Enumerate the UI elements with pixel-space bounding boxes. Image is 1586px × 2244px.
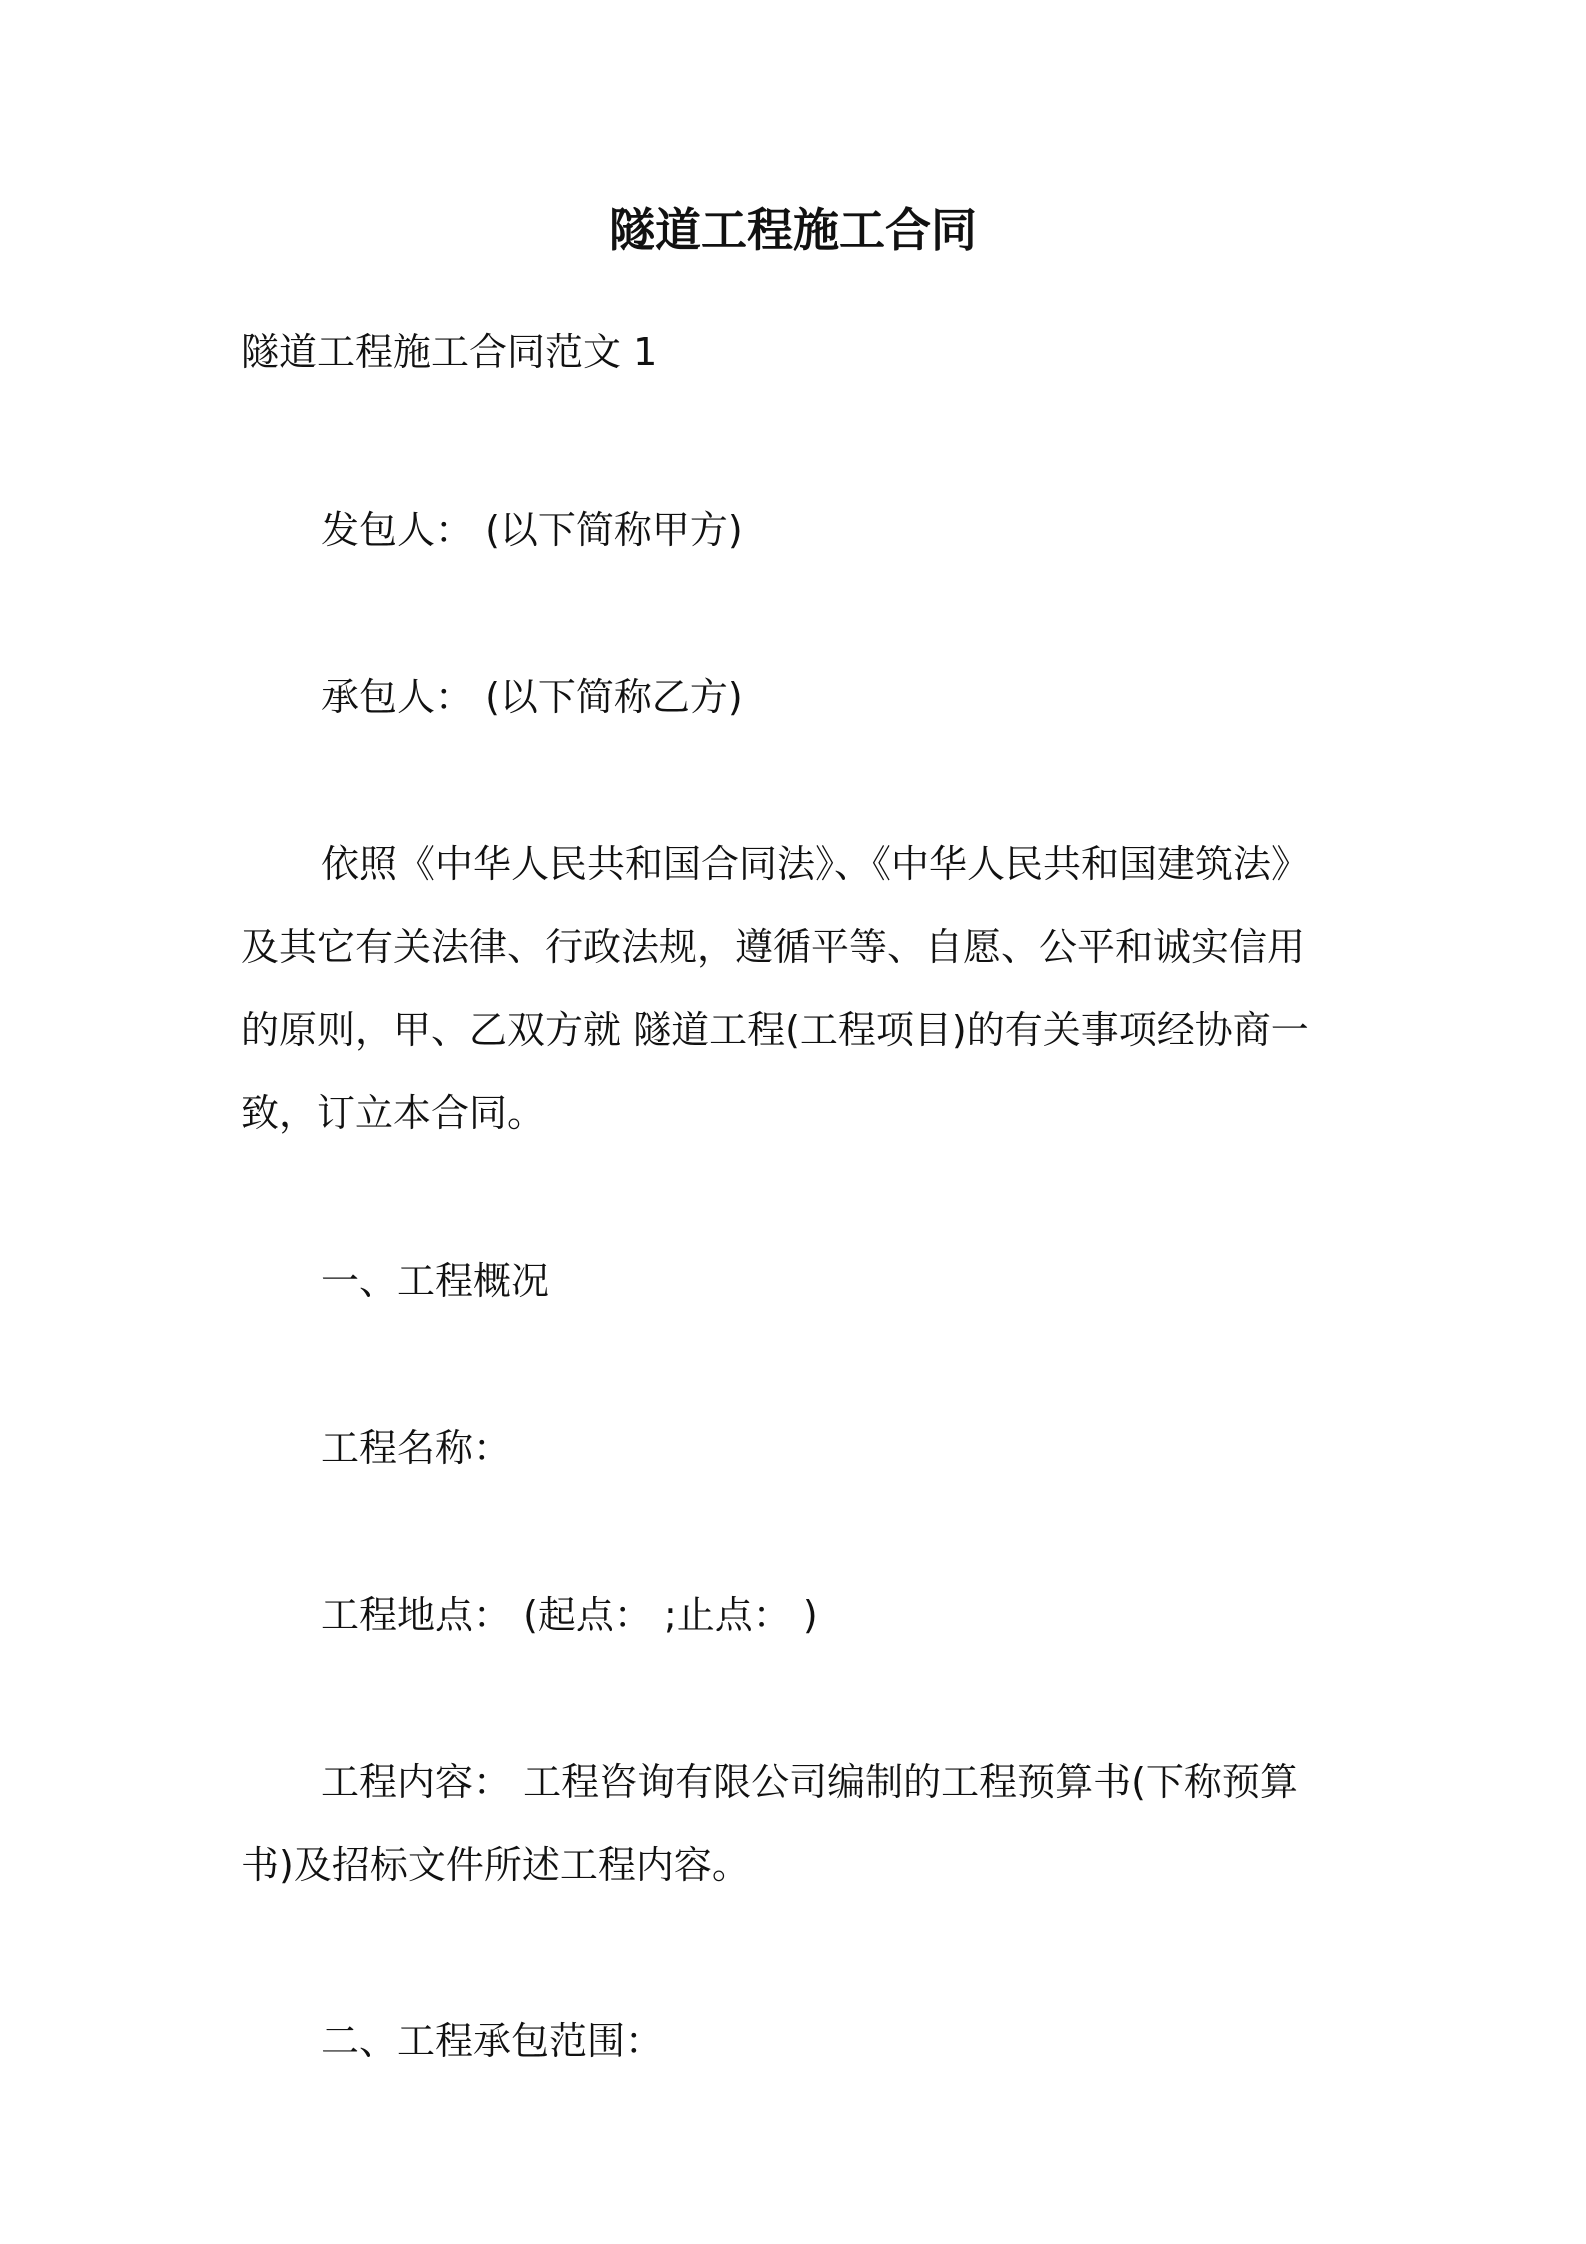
preamble-paragraph (241, 823, 1361, 1155)
document-subtitle: 隧道工程施工合同范文 1 (241, 330, 658, 374)
preamble-line-2: 及其它有关法律、行政法规，遵循平等、自愿、公平和诚实信用 (241, 925, 1306, 969)
project-content-line-1: 工程内容： 工程咨询有限公司编制的工程预算书(下称预算 (321, 1760, 1298, 1804)
preamble-line-3: 的原则，甲、乙双方就 隧道工程(工程项目)的有关事项经协商一 (241, 1008, 1309, 1052)
section-1-heading: 一、工程概况 (321, 1259, 550, 1303)
document-title: 隧道工程施工合同 (609, 203, 977, 257)
preamble-line-1: 依照《中华人民共和国合同法》、《中华人民共和国建筑法》 (321, 842, 1310, 886)
project-name-line: 工程名称： (321, 1426, 512, 1470)
project-content-paragraph (241, 1741, 1361, 1907)
project-content-line-2: 书)及招标文件所述工程内容。 (241, 1843, 750, 1887)
party-a-line: 发包人： (以下简称甲方) (321, 508, 743, 552)
project-location-line: 工程地点： (起点： ;止点： ) (321, 1593, 818, 1637)
section-2-heading: 二、工程承包范围： (321, 2019, 664, 2063)
party-b-line: 承包人： (以下简称乙方) (321, 675, 743, 719)
preamble-line-4: 致，订立本合同。 (241, 1091, 546, 1135)
